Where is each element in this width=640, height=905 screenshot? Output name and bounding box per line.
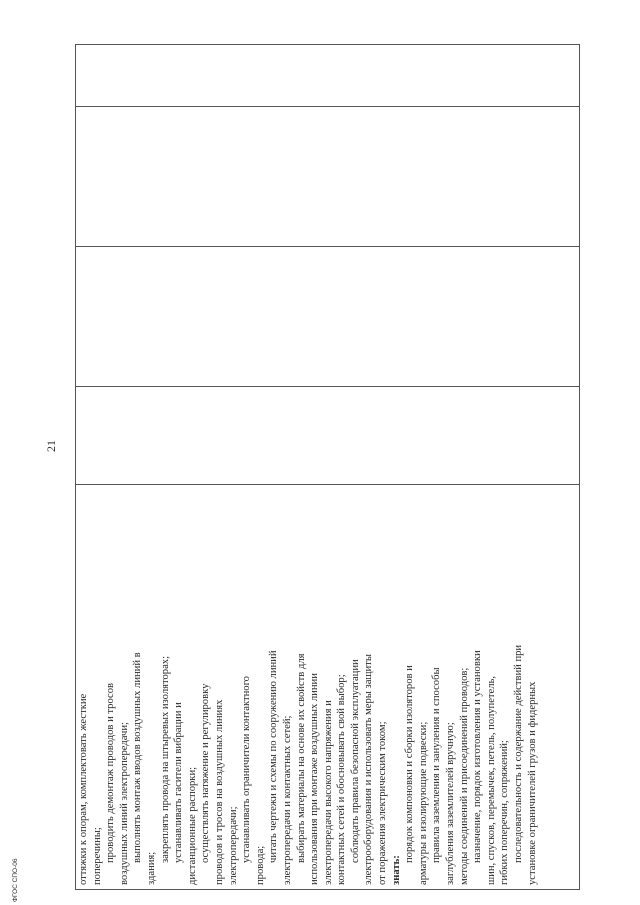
text-line: электрооборудования и использовать меры защиты [363, 654, 375, 885]
table-cell-empty-3 [76, 107, 580, 247]
text-line: электропередачи и контактных сетей; [281, 715, 293, 885]
text-line: читать чертежи и схемы по сооружению линий [268, 650, 280, 863]
text-line: шин, спусков, перемычек, петель, полупетель, [485, 675, 497, 885]
table-row [76, 45, 580, 890]
text-line: закреплять провода на штыревых изоляторах; [159, 655, 171, 863]
text-line: осуществлять натяжение и регулировку [200, 683, 212, 863]
text-line: поперечины; [91, 827, 103, 885]
text-line: установке ограничителей грузов и фидерных [526, 681, 538, 885]
text-line: знать: [390, 855, 402, 885]
text-line: проводить демонтаж проводов и тросов [105, 682, 117, 863]
text-line: провода; [254, 845, 266, 885]
text-line: воздушных линий электропередачи; [118, 722, 130, 885]
text-line: арматуры в изолирующие подвески; [417, 721, 429, 885]
text-line: правила заземления и зануления и способы [431, 667, 443, 863]
text-line: электропередачи высокого напряжения и [322, 700, 334, 885]
text-line: от поражения электрическим током; [377, 721, 389, 885]
rotated-landscape-page [75, 45, 580, 890]
table-cell-empty-4 [76, 45, 580, 107]
text-line: соблюдать правила безопасной эксплуатации [349, 659, 361, 863]
text-line: проводов и тросов на воздушных линиях [213, 699, 225, 885]
text-line: дистанционные распорки; [186, 766, 198, 885]
competency-table [75, 44, 580, 890]
footer-code: ФГОС СПО-06 [12, 858, 19, 902]
text-line: электропередачи; [227, 806, 239, 885]
text-line: последовательность и содержание действий при [513, 644, 524, 863]
text-line: гибких поперечин, сопряжений; [499, 740, 511, 885]
text-line: устанавливать ограничители контактного [241, 676, 253, 863]
text-line: выбирать материалы на основе их свойств для [295, 653, 307, 863]
table-cell-empty-2 [76, 247, 580, 387]
text-line: выполнять монтаж вводов воздушных линий в [132, 652, 144, 863]
text-line: назначение, порядок изготовления и установки [472, 650, 484, 863]
text-line: методы соединений и присоединений проводов; [458, 667, 470, 885]
text-line: оттяжки к опорам, комплектовать жесткие [78, 693, 89, 885]
text-line: заглубления заземлителей вручную; [445, 722, 457, 885]
text-line: порядок компоновки и сборки изоляторов и [404, 665, 416, 863]
text-line: использования при монтаже воздушных линии [309, 673, 321, 885]
page-number: 21 [44, 440, 58, 452]
text-line: устанавливать гасители вибрации и [173, 702, 185, 863]
text-line: здания; [145, 851, 157, 885]
table-cell-empty-1 [76, 387, 580, 485]
table-cell-requirements [76, 485, 580, 890]
requirements-text [76, 485, 539, 889]
text-line: контактных сетей и обосновывать свой выбор; [336, 674, 348, 885]
